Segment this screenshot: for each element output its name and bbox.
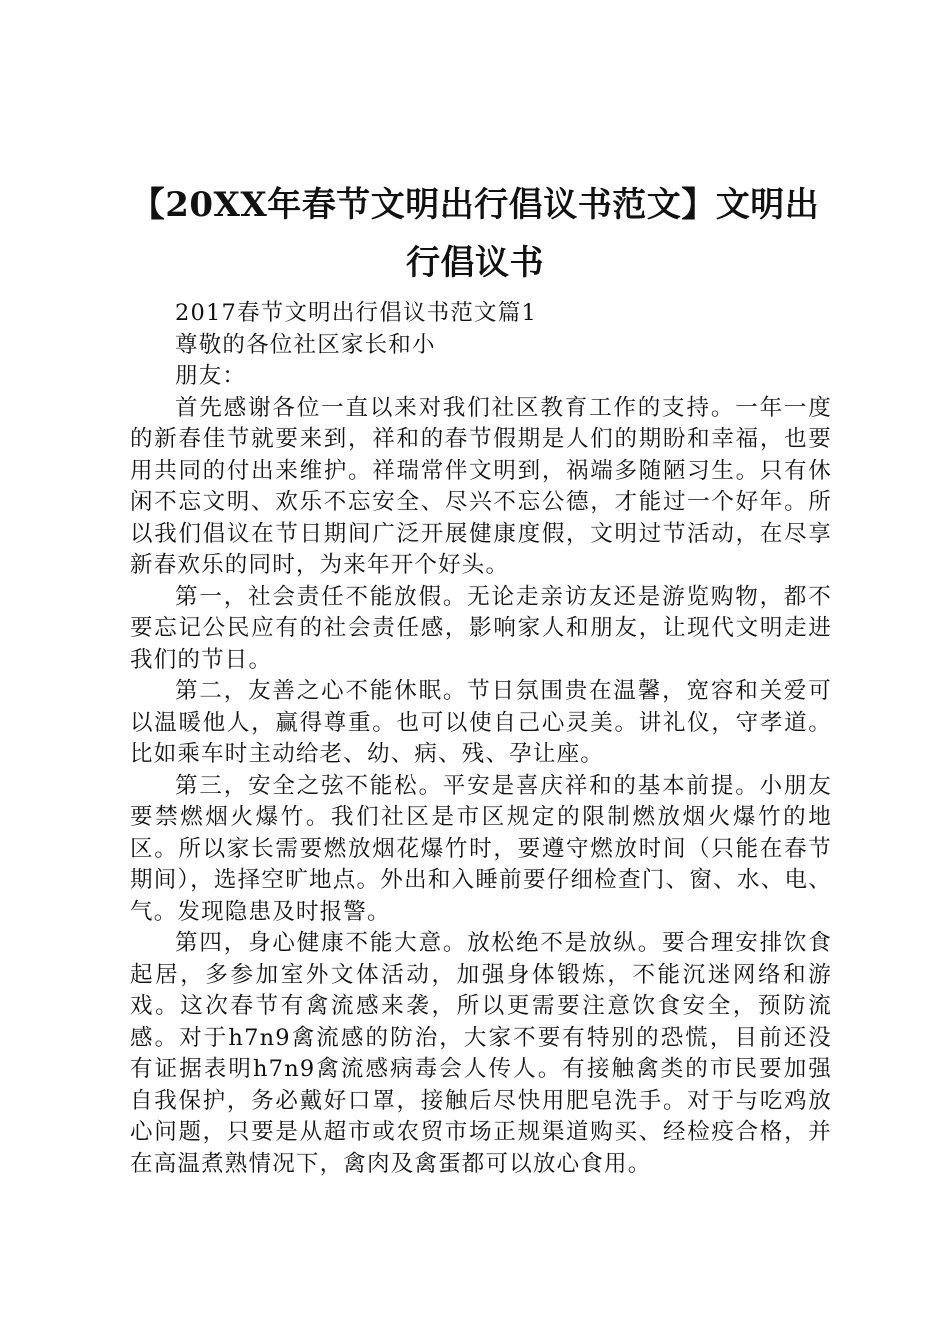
- document-title: 【20XX年春节文明出行倡议书范文】文明出行倡议书: [130, 185, 820, 283]
- salutation-line-2: 朋友：: [175, 363, 247, 389]
- paragraph-second: 第二，友善之心不能休眠。节日氛围贵在温馨，宽容和关爱可以温暖他人，赢得尊重。也可以使自己心灵美。讲礼仪，守孝道。比如乘车时主动给老、幼、病、残、孕让座。: [130, 678, 832, 767]
- paragraph-fourth: 第四，身心健康不能大意。放松绝不是放纵。要合理安排饮食起居，多参加室外文体活动，加强身体锻炼，不能沉迷网络和游戏。这次春节有禽流感来袭，所以更需要注意饮食安全，预防流感。对于h7n9禽流感的防治，大家不要有特别的恐慌，目前还没有证据表明h7n9禽流感病毒会人传人。有接触禽类的市民要加强自我保护，务必戴好口罩，接触后尽快用肥皂洗手。对于与吃鸡放心问题，只要是从超市或农贸市场正规渠道购买、经检疫合格，并在高温煮熟情况下，禽肉及禽蛋都可以放心食用。: [130, 930, 832, 1177]
- paragraph-first: 第一，社会责任不能放假。无论走亲访友还是游览购物，都不要忘记公民应有的社会责任感，影响家人和朋友，让现代文明走进我们的节日。: [130, 583, 832, 673]
- salutation-line-1: 尊敬的各位社区家长和小: [175, 331, 436, 358]
- document-body: [130, 298, 832, 1180]
- section-heading: 2017春节文明出行倡议书范文篇1: [175, 300, 537, 326]
- paragraph-intro: 首先感谢各位一直以来对我们社区教育工作的支持。一年一度的新春佳节就要来到，祥和的春节假期是人们的期盼和幸福，也要用共同的付出来维护。祥瑞常伴文明到，祸端多随陋习生。只有休闲不忘文明、欢乐不忘安全、尽兴不忘公德，才能过一个好年。所以我们倡议在节日期间广泛开展健康度假，文明过节活动，在尽享新春欢乐的同时，为来年开个好头。: [130, 394, 832, 578]
- paragraph-third: 第三，安全之弦不能松。平安是喜庆祥和的基本前提。小朋友要禁燃烟火爆竹。我们社区是市区规定的限制燃放烟火爆竹的地区。所以家长需要燃放烟花爆竹时，要遵守燃放时间（只能在春节期间），选择空旷地点。外出和入睡前要仔细检查门、窗、水、电、气。发现隐患及时报警。: [130, 772, 832, 925]
